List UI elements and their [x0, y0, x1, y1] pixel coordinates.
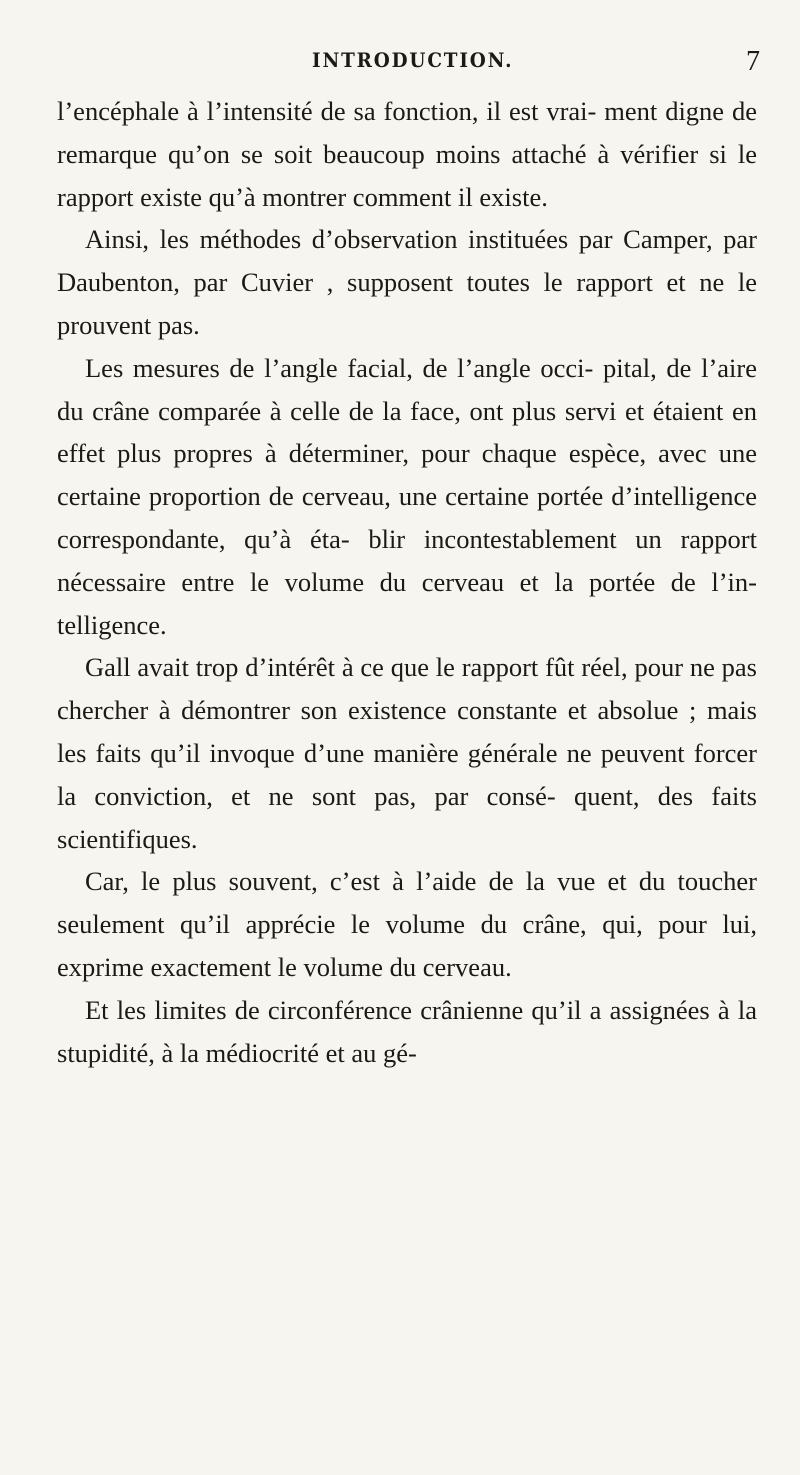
running-head-title: INTRODUCTION.: [312, 48, 514, 72]
paragraph-2: Ainsi, les méthodes d’observation instituées par Camper, par Daubenton, par Cuvier , supposent toutes le rapport et ne le prouvent pas.: [57, 224, 757, 340]
paragraph-1: l’encéphale à l’intensité de sa fonction, il est vrai- ment digne de remarque qu’on se soit beaucoup moins attaché à vérifier si le rapport existe qu’à montrer comment il existe.: [57, 96, 757, 212]
paragraph-5: Car, le plus souvent, c’est à l’aide de la vue et du toucher seulement qu’il apprécie le volume du crâne, qui, pour lui, exprime exactement le volume du cerveau.: [57, 866, 757, 982]
paragraph-3: Les mesures de l’angle facial, de l’angle occi- pital, de l’aire du crâne comparée à celle de la face, ont plus servi et étaient en effet plus propres à déterminer, pour chaque espèce, avec une certaine proportion de cerveau, une certaine portée d’intelligence correspondante, qu’à éta- blir incontestablement un rapport nécessaire entre le volume du cerveau et la portée de l’in- telligence.: [57, 352, 757, 640]
running-head: [120, 48, 760, 78]
paragraph-6: Et les limites de circonférence crânienne qu’il a assignées à la stupidité, à la médiocrité et au gé-: [57, 994, 757, 1068]
body-text: [57, 90, 757, 1074]
paragraph-4: Gall avait trop d’intérêt à ce que le rapport fût réel, pour ne pas chercher à démontrer son existence constante et absolue ; mais les faits qu’il invoque d’une manière générale ne peuvent forcer la conviction, et ne sont pas, par consé- quent, des faits scientifiques.: [57, 652, 757, 854]
page-number: 7: [746, 46, 760, 77]
